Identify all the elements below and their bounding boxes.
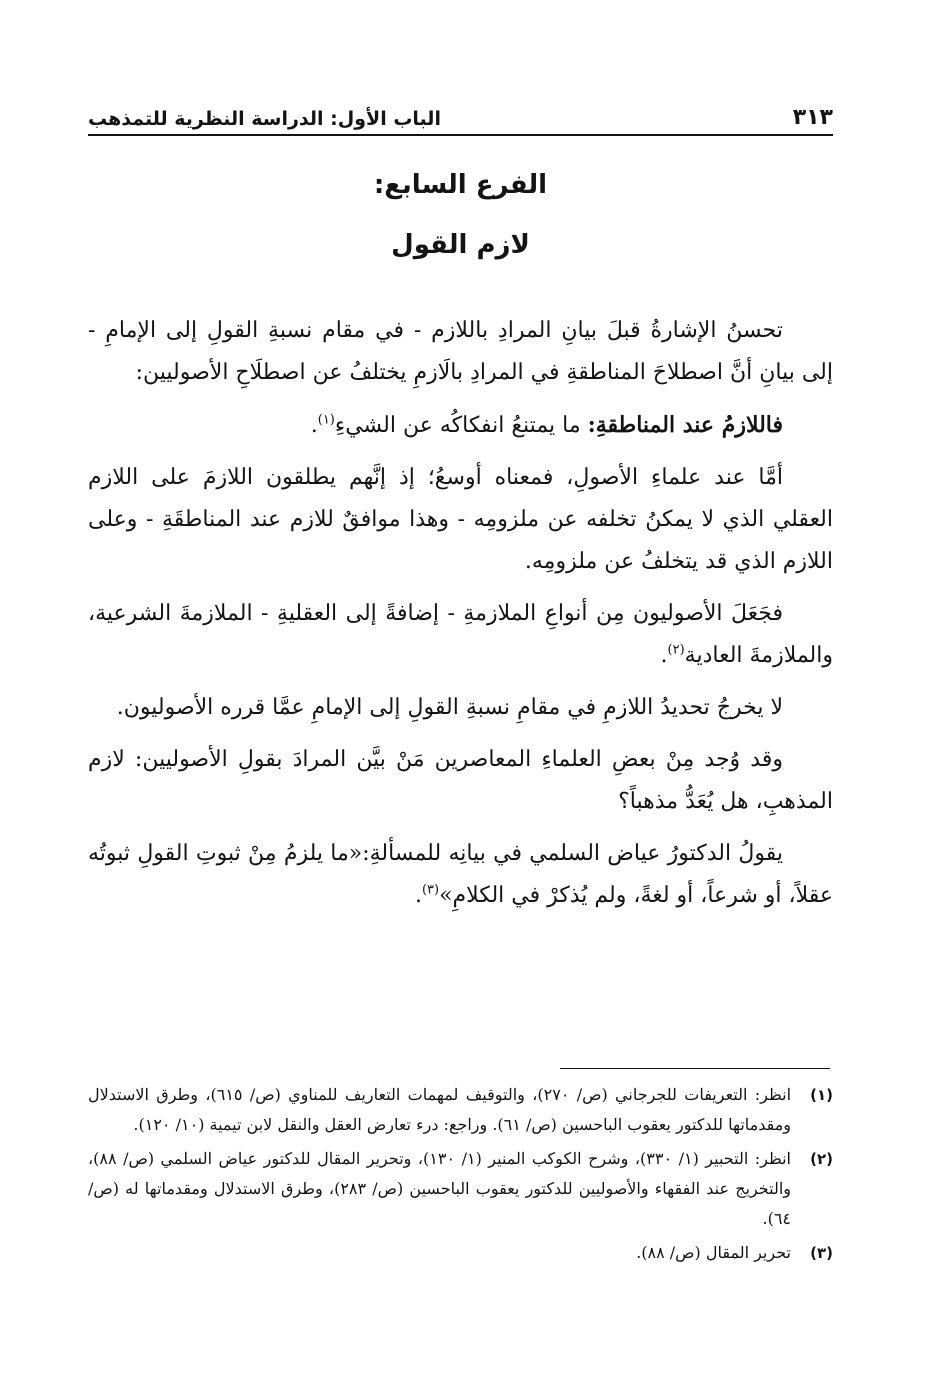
footnote-text: تحرير المقال (ص/ ٨٨). [636,1243,791,1262]
paragraph-7-end: . [414,883,422,908]
footnote-number: (٣) [810,1244,833,1262]
footnote-text: انظر: التعريفات للجرجاني (ص/ ٢٧٠)، والتوقيف لمهمات التعاريف للمناوي (ص/ ٦١٥)، وطرق الاستدلال ومقدماتها للدكتور يعقوب الباحسين (ص/ ٦١). وراجع: درء تعارض العقل والنقل لابن تيمية (١٠/ ١٢٠). [88,1085,792,1134]
footnote-item [88,1238,833,1268]
section-title: لازم القول [391,230,530,260]
section-label: الفرع السابع: [373,170,548,200]
footnote-ref-1[interactable]: (١) [317,412,335,428]
footnote-ref-3[interactable]: (٣) [421,882,440,898]
paragraph-2-end: . [310,413,318,438]
paragraph-1: تحسنُ الإشارةُ قبلَ بيانِ المرادِ باللازم - في مقام نسبةِ القولِ إلى الإمامِ - إلى بيانِ أنَّ اصطلاحَ المناطقةِ في المرادِ بالَازمِ يختلفُ عن اصطلَاحِ الأصوليين: [88,318,833,385]
term-definition-label: فاللازمُ عند المناطقةِ: [587,412,783,438]
footnote-number: (١) [810,1086,833,1104]
paragraph-2-text: ما يمتنعُ انفكاكُه عن الشيءِ [334,413,588,438]
running-header [88,100,833,130]
page-number: ٣١٣ [792,105,833,130]
footnote-text: انظر: التحبير (١/ ٣٣٠)، وشرح الكوكب المنير (١/ ١٣٠)، وتحرير المقال للدكتور عياض السلمي (ص/ ٨٨)، والتخريج عند الفقهاء والأصوليين للدكتور يعقوب الباحسين (ص/ ٢٨٣)، وطرق الاستدلال ومقدماتها له (ص/ ٦٤). [88,1149,792,1228]
paragraph-7 [88,833,833,917]
header-rule [88,134,833,136]
paragraph-5: لا يخرجُ تحديدُ اللازمِ في مقامِ نسبةِ القولِ إلى الإمامِ عمَّا قرره الأصوليون. [116,695,783,720]
paragraph-7-text: يقولُ الدكتورُ عياض السلمي في بيانِه للمسألةِ:«ما يلزمُ مِنْ ثبوتِ القولِ ثبوتُه عقلاً، أو شرعاً، أو لغةً، ولم يُذكرْ في الكلامِ» [88,841,833,908]
paragraph-2 [88,404,833,447]
footnote-item [88,1080,833,1140]
running-title: الباب الأول: الدراسة النظرية للتمذهب [88,108,441,130]
body-text [88,310,833,927]
paragraph-3: أمَّا عند علماءِ الأصولِ، فمعناه أوسعُ؛ إذ إنَّهم يطلقون اللازمَ على اللازم العقلي الذي لا يمكنُ تخلفه عن ملزومِه - وهذا موافقٌ للازم عند المناطقَةِ - وعلى اللازم الذي قد يتخلفُ عن ملزومِه. [88,465,833,574]
paragraph-6: وقد وُجد مِنْ بعضِ العلماءِ المعاصرين مَنْ بيَّن المرادَ بقولِ الأصوليين: لازم المذهبِ، هل يُعَدُّ مذهباً؟ [88,747,833,814]
paragraph-4-end: . [660,643,668,668]
paragraph-4-text: فجَعَلَ الأصوليون مِن أنواعِ الملازمةِ - إضافةً إلى العقليةِ - الملازمةَ الشرعية، والملازمةَ العادية [88,601,833,668]
footnote-item [88,1144,833,1234]
footnote-rule [560,1068,830,1069]
footnotes [88,1080,833,1272]
paragraph-4 [88,593,833,677]
footnote-number: (٢) [810,1150,833,1168]
footnote-ref-2[interactable]: (٢) [667,642,685,658]
